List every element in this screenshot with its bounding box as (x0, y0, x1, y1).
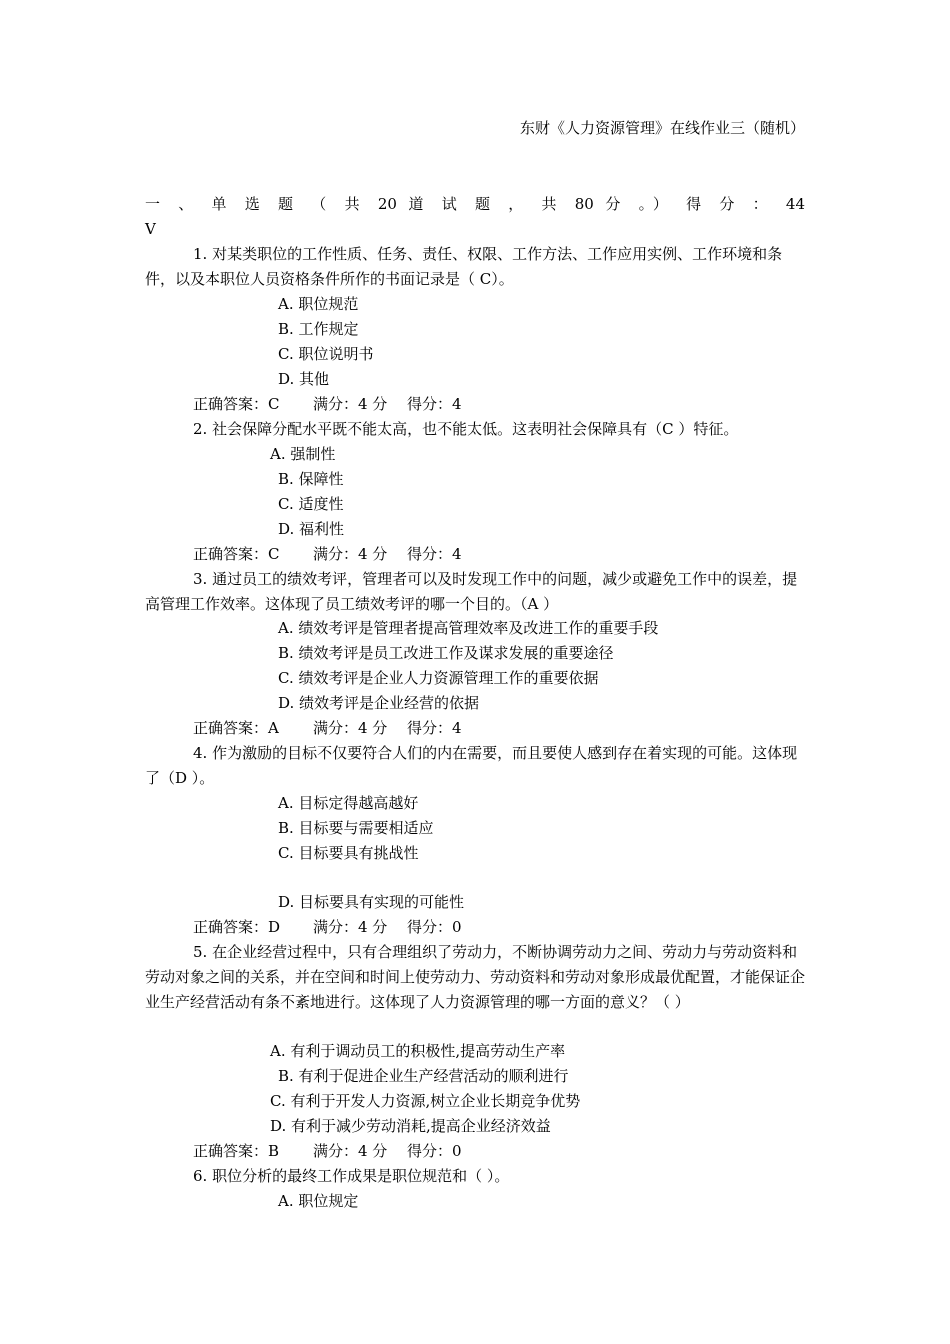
question-2-result (193, 542, 462, 567)
question-5-option-a: A. 有利于调动员工的积极性,提高劳动生产率 (270, 1042, 566, 1060)
question-3-option-c: C. 绩效考评是企业人力资源管理工作的重要依据 (278, 669, 599, 687)
question-1-text: 1. 对某类职位的工作性质、任务、责任、权限、工作方法、工作应用实例、工作环境和条件，以及本职位人员资格条件所作的书面记录是（ C）。 (145, 245, 783, 288)
full-score: 满分：4 分 (313, 395, 388, 413)
correct-answer: 正确答案：D (193, 918, 281, 936)
question-4-result (193, 915, 462, 940)
question-2-option-c: C. 适度性 (278, 495, 344, 513)
question-5-result (193, 1139, 462, 1164)
correct-answer: 正确答案：A (193, 719, 279, 737)
document-title: 东财《人力资源管理》在线作业三（随机） (519, 119, 805, 137)
question-6-text: 6. 职位分析的最终工作成果是职位规范和（ ）。 (193, 1167, 510, 1185)
full-score: 满分：4 分 (313, 918, 388, 936)
score: 得分：0 (407, 1142, 462, 1160)
question-4-option-d: D. 目标要具有实现的可能性 (278, 893, 465, 911)
question-3-option-a: A. 绩效考评是管理者提高管理效率及改进工作的重要手段 (278, 619, 659, 637)
correct-answer: 正确答案：C (193, 545, 280, 563)
question-4-option-c: C. 目标要具有挑战性 (278, 844, 419, 862)
question-2-option-b: B. 保障性 (278, 470, 344, 488)
question-5-option-d: D. 有利于减少劳动消耗,提高企业经济效益 (270, 1117, 551, 1135)
question-1-option-c: C. 职位说明书 (278, 345, 374, 363)
question-3-option-b: B. 绩效考评是员工改进工作及谋求发展的重要途径 (278, 644, 614, 662)
question-3-text: 3. 通过员工的绩效考评，管理者可以及时发现工作中的问题，减少或避免工作中的误差，提高管理工作效率。这体现了员工绩效考评的哪一个目的。（A ） (145, 570, 798, 613)
full-score: 满分：4 分 (313, 719, 388, 737)
question-1-option-d: D. 其他 (278, 370, 330, 388)
score: 得分：0 (407, 918, 462, 936)
section-heading: 一 、 单 选 题 （ 共 20 道 试 题 ， 共 80 分 。） 得 分 ： 44 (145, 195, 805, 213)
score: 得分：4 (407, 545, 462, 563)
section-score-tail: V (145, 220, 156, 238)
question-5-option-b: B. 有利于促进企业生产经营活动的顺利进行 (278, 1067, 569, 1085)
question-1-option-b: B. 工作规定 (278, 320, 359, 338)
question-2-text: 2. 社会保障分配水平既不能太高，也不能太低。这表明社会保障具有（C ）特征。 (193, 420, 739, 438)
question-5-text: 5. 在企业经营过程中，只有合理组织了劳动力，不断协调劳动力之间、劳动力与劳动资料和劳动对象之间的关系，并在空间和时间上使劳动力、劳动资料和劳动对象形成最优配置，才能保证企业生产经营活动有条不紊地进行。这体现了人力资源管理的哪一方面的意义？（ ） (145, 943, 806, 1011)
question-2-option-d: D. 福利性 (278, 520, 345, 538)
correct-answer: 正确答案：B (193, 1142, 280, 1160)
question-1-option-a: A. 职位规范 (278, 295, 359, 313)
question-4-option-b: B. 目标要与需要相适应 (278, 819, 434, 837)
score: 得分：4 (407, 395, 462, 413)
score: 得分：4 (407, 719, 462, 737)
full-score: 满分：4 分 (313, 1142, 388, 1160)
question-4-option-a: A. 目标定得越高越好 (278, 794, 419, 812)
question-4-text: 4. 作为激励的目标不仅要符合人们的内在需要，而且要使人感到存在着实现的可能。这体现了（D ）。 (145, 744, 798, 787)
correct-answer: 正确答案：C (193, 395, 280, 413)
question-3-option-d: D. 绩效考评是企业经营的依据 (278, 694, 480, 712)
question-5-option-c: C. 有利于开发人力资源,树立企业长期竞争优势 (270, 1092, 581, 1110)
question-6-option-a: A. 职位规定 (278, 1192, 359, 1210)
full-score: 满分：4 分 (313, 545, 388, 563)
question-3-result (193, 716, 462, 741)
question-2-option-a: A. 强制性 (270, 445, 336, 463)
question-1-result (193, 392, 462, 417)
